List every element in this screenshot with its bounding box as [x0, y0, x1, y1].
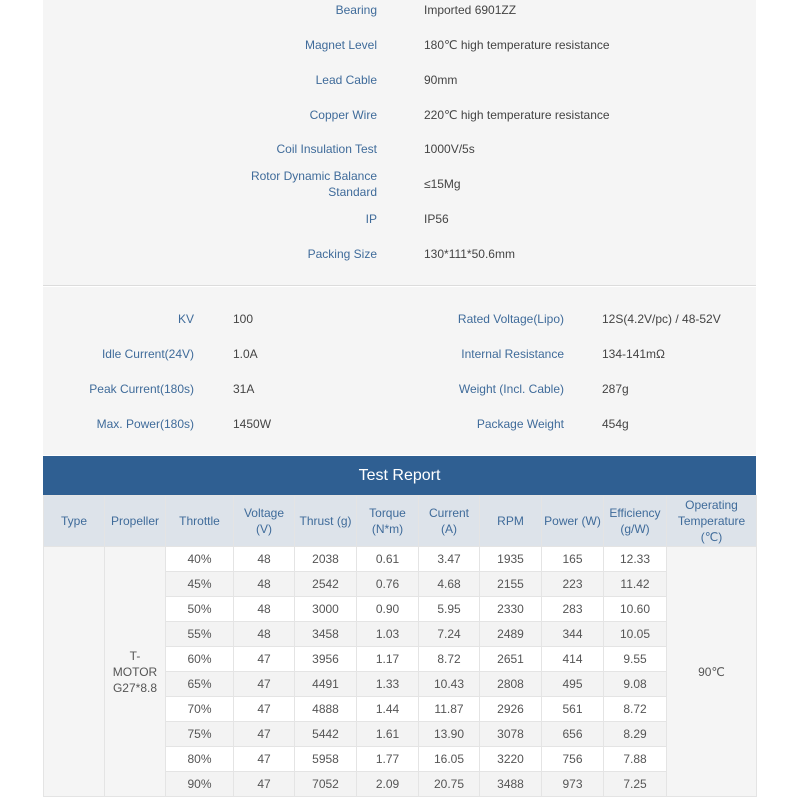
cell-efficiency: 8.29: [604, 722, 667, 747]
spec-label: Rotor Dynamic Balance Standard: [250, 168, 377, 199]
cell-rpm: 1935: [480, 547, 542, 572]
cell-thrust: 3458: [295, 622, 357, 647]
cell-rpm: 3078: [480, 722, 542, 747]
cell-rpm: 2651: [480, 647, 542, 672]
param-label-idle-current: Idle Current(24V): [101, 346, 194, 361]
table-body: [44, 547, 757, 797]
spec-label: Magnet Level: [304, 37, 377, 52]
cell-current: 11.87: [419, 697, 480, 722]
header-current: Current (A): [419, 496, 480, 547]
cell-throttle: 70%: [166, 697, 234, 722]
cell-rpm: 2330: [480, 597, 542, 622]
spec-label: Packing Size: [307, 246, 377, 261]
cell-thrust: 2542: [295, 572, 357, 597]
spec-label: Coil Insulation Test: [276, 141, 377, 156]
params-panel: [43, 287, 756, 455]
cell-voltage: 48: [234, 572, 295, 597]
test-report-table: [43, 495, 757, 797]
cell-operating-temperature: 90℃: [667, 547, 757, 797]
table-header-row: [44, 496, 757, 547]
header-type: Type: [44, 496, 105, 547]
cell-torque: 1.77: [357, 747, 419, 772]
cell-thrust: 7052: [295, 772, 357, 797]
spec-panel: [43, 0, 756, 286]
param-label-rated-voltage: Rated Voltage(Lipo): [457, 311, 564, 326]
cell-voltage: 47: [234, 722, 295, 747]
cell-power: 344: [542, 622, 604, 647]
cell-power: 414: [542, 647, 604, 672]
param-label-peak-current: Peak Current(180s): [89, 381, 194, 396]
cell-rpm: 3220: [480, 747, 542, 772]
spec-label: Lead Cable: [315, 72, 377, 87]
spec-row-rotor-balance: [43, 166, 756, 201]
cell-efficiency: 10.60: [604, 597, 667, 622]
cell-current: 8.72: [419, 647, 480, 672]
param-label-weight: Weight (Incl. Cable): [458, 381, 564, 396]
cell-current: 20.75: [419, 772, 480, 797]
cell-torque: 1.03: [357, 622, 419, 647]
cell-torque: 1.61: [357, 722, 419, 747]
cell-voltage: 47: [234, 672, 295, 697]
spec-row-lead-cable: [43, 62, 756, 97]
param-value-max-power: 1450W: [233, 416, 272, 431]
spec-value: 220℃ high temperature resistance: [424, 107, 610, 122]
cell-throttle: 75%: [166, 722, 234, 747]
cell-current: 5.95: [419, 597, 480, 622]
cell-voltage: 47: [234, 647, 295, 672]
cell-current: 4.68: [419, 572, 480, 597]
param-value-rated-voltage: 12S(4.2V/pc) / 48-52V: [602, 311, 721, 326]
cell-efficiency: 11.42: [604, 572, 667, 597]
cell-power: 223: [542, 572, 604, 597]
spec-label: Copper Wire: [309, 107, 377, 122]
cell-power: 495: [542, 672, 604, 697]
spec-value: Imported 6901ZZ: [424, 2, 517, 17]
cell-current: 13.90: [419, 722, 480, 747]
cell-power: 283: [542, 597, 604, 622]
cell-thrust: 3956: [295, 647, 357, 672]
cell-voltage: 47: [234, 772, 295, 797]
spec-value: ≤15Mg: [424, 176, 461, 191]
cell-thrust: 5958: [295, 747, 357, 772]
cell-voltage: 47: [234, 747, 295, 772]
spec-row-bearing: [43, 0, 756, 27]
spec-value: 130*111*50.6mm: [424, 246, 515, 261]
param-value-peak-current: 31A: [233, 381, 255, 396]
cell-efficiency: 8.72: [604, 697, 667, 722]
cell-thrust: 4888: [295, 697, 357, 722]
param-value-weight: 287g: [602, 381, 629, 396]
cell-power: 973: [542, 772, 604, 797]
cell-current: 10.43: [419, 672, 480, 697]
cell-throttle: 90%: [166, 772, 234, 797]
header-propeller: Propeller: [105, 496, 166, 547]
param-label-max-power: Max. Power(180s): [96, 416, 194, 431]
spec-label: Bearing: [335, 2, 377, 17]
cell-thrust: 3000: [295, 597, 357, 622]
cell-rpm: 3488: [480, 772, 542, 797]
cell-throttle: 50%: [166, 597, 234, 622]
spec-row-ip: [43, 201, 756, 236]
cell-torque: 2.09: [357, 772, 419, 797]
cell-voltage: 48: [234, 597, 295, 622]
cell-type: [44, 547, 105, 797]
param-value-internal-resistance: 134-141mΩ: [602, 346, 666, 361]
cell-throttle: 55%: [166, 622, 234, 647]
header-operating-temperature: Operating Temperature (℃): [667, 496, 757, 547]
param-value-idle-current: 1.0A: [233, 346, 258, 361]
cell-torque: 1.33: [357, 672, 419, 697]
cell-efficiency: 7.25: [604, 772, 667, 797]
spec-label: IP: [365, 211, 377, 226]
cell-current: 16.05: [419, 747, 480, 772]
spec-value: IP56: [424, 211, 449, 226]
spec-row-coil-insulation: [43, 131, 756, 166]
cell-efficiency: 10.05: [604, 622, 667, 647]
param-label-package-weight: Package Weight: [476, 416, 564, 431]
header-power: Power (W): [542, 496, 604, 547]
cell-rpm: 2808: [480, 672, 542, 697]
spec-value: 180℃ high temperature resistance: [424, 37, 610, 52]
cell-throttle: 40%: [166, 547, 234, 572]
cell-throttle: 80%: [166, 747, 234, 772]
spec-value: 1000V/5s: [424, 141, 475, 156]
cell-current: 7.24: [419, 622, 480, 647]
header-torque: Torque (N*m): [357, 496, 419, 547]
spec-value: 90mm: [424, 72, 458, 87]
cell-efficiency: 12.33: [604, 547, 667, 572]
cell-torque: 0.90: [357, 597, 419, 622]
cell-rpm: 2926: [480, 697, 542, 722]
cell-throttle: 45%: [166, 572, 234, 597]
spec-row-copper-wire: [43, 97, 756, 132]
cell-thrust: 4491: [295, 672, 357, 697]
cell-throttle: 65%: [166, 672, 234, 697]
cell-efficiency: 7.88: [604, 747, 667, 772]
cell-propeller: T-MOTOR G27*8.8: [105, 547, 166, 797]
cell-torque: 1.44: [357, 697, 419, 722]
cell-power: 165: [542, 547, 604, 572]
cell-voltage: 48: [234, 547, 295, 572]
spec-row-magnet-level: [43, 27, 756, 62]
cell-current: 3.47: [419, 547, 480, 572]
header-efficiency: Efficiency (g/W): [604, 496, 667, 547]
cell-power: 756: [542, 747, 604, 772]
param-value-kv: 100: [233, 311, 254, 326]
test-report-title: Test Report: [43, 456, 756, 495]
param-label-internal-resistance: Internal Resistance: [461, 346, 564, 361]
spec-row-packing-size: [43, 236, 756, 271]
cell-efficiency: 9.08: [604, 672, 667, 697]
table-row: [44, 547, 757, 572]
cell-thrust: 5442: [295, 722, 357, 747]
cell-rpm: 2155: [480, 572, 542, 597]
header-throttle: Throttle: [166, 496, 234, 547]
cell-efficiency: 9.55: [604, 647, 667, 672]
param-label-kv: KV: [177, 311, 194, 326]
cell-power: 561: [542, 697, 604, 722]
cell-thrust: 2038: [295, 547, 357, 572]
header-thrust: Thrust (g): [295, 496, 357, 547]
cell-voltage: 47: [234, 697, 295, 722]
header-rpm: RPM: [480, 496, 542, 547]
cell-torque: 0.61: [357, 547, 419, 572]
cell-torque: 1.17: [357, 647, 419, 672]
cell-torque: 0.76: [357, 572, 419, 597]
cell-rpm: 2489: [480, 622, 542, 647]
cell-power: 656: [542, 722, 604, 747]
param-value-package-weight: 454g: [602, 416, 629, 431]
header-voltage: Voltage (V): [234, 496, 295, 547]
cell-voltage: 48: [234, 622, 295, 647]
cell-throttle: 60%: [166, 647, 234, 672]
